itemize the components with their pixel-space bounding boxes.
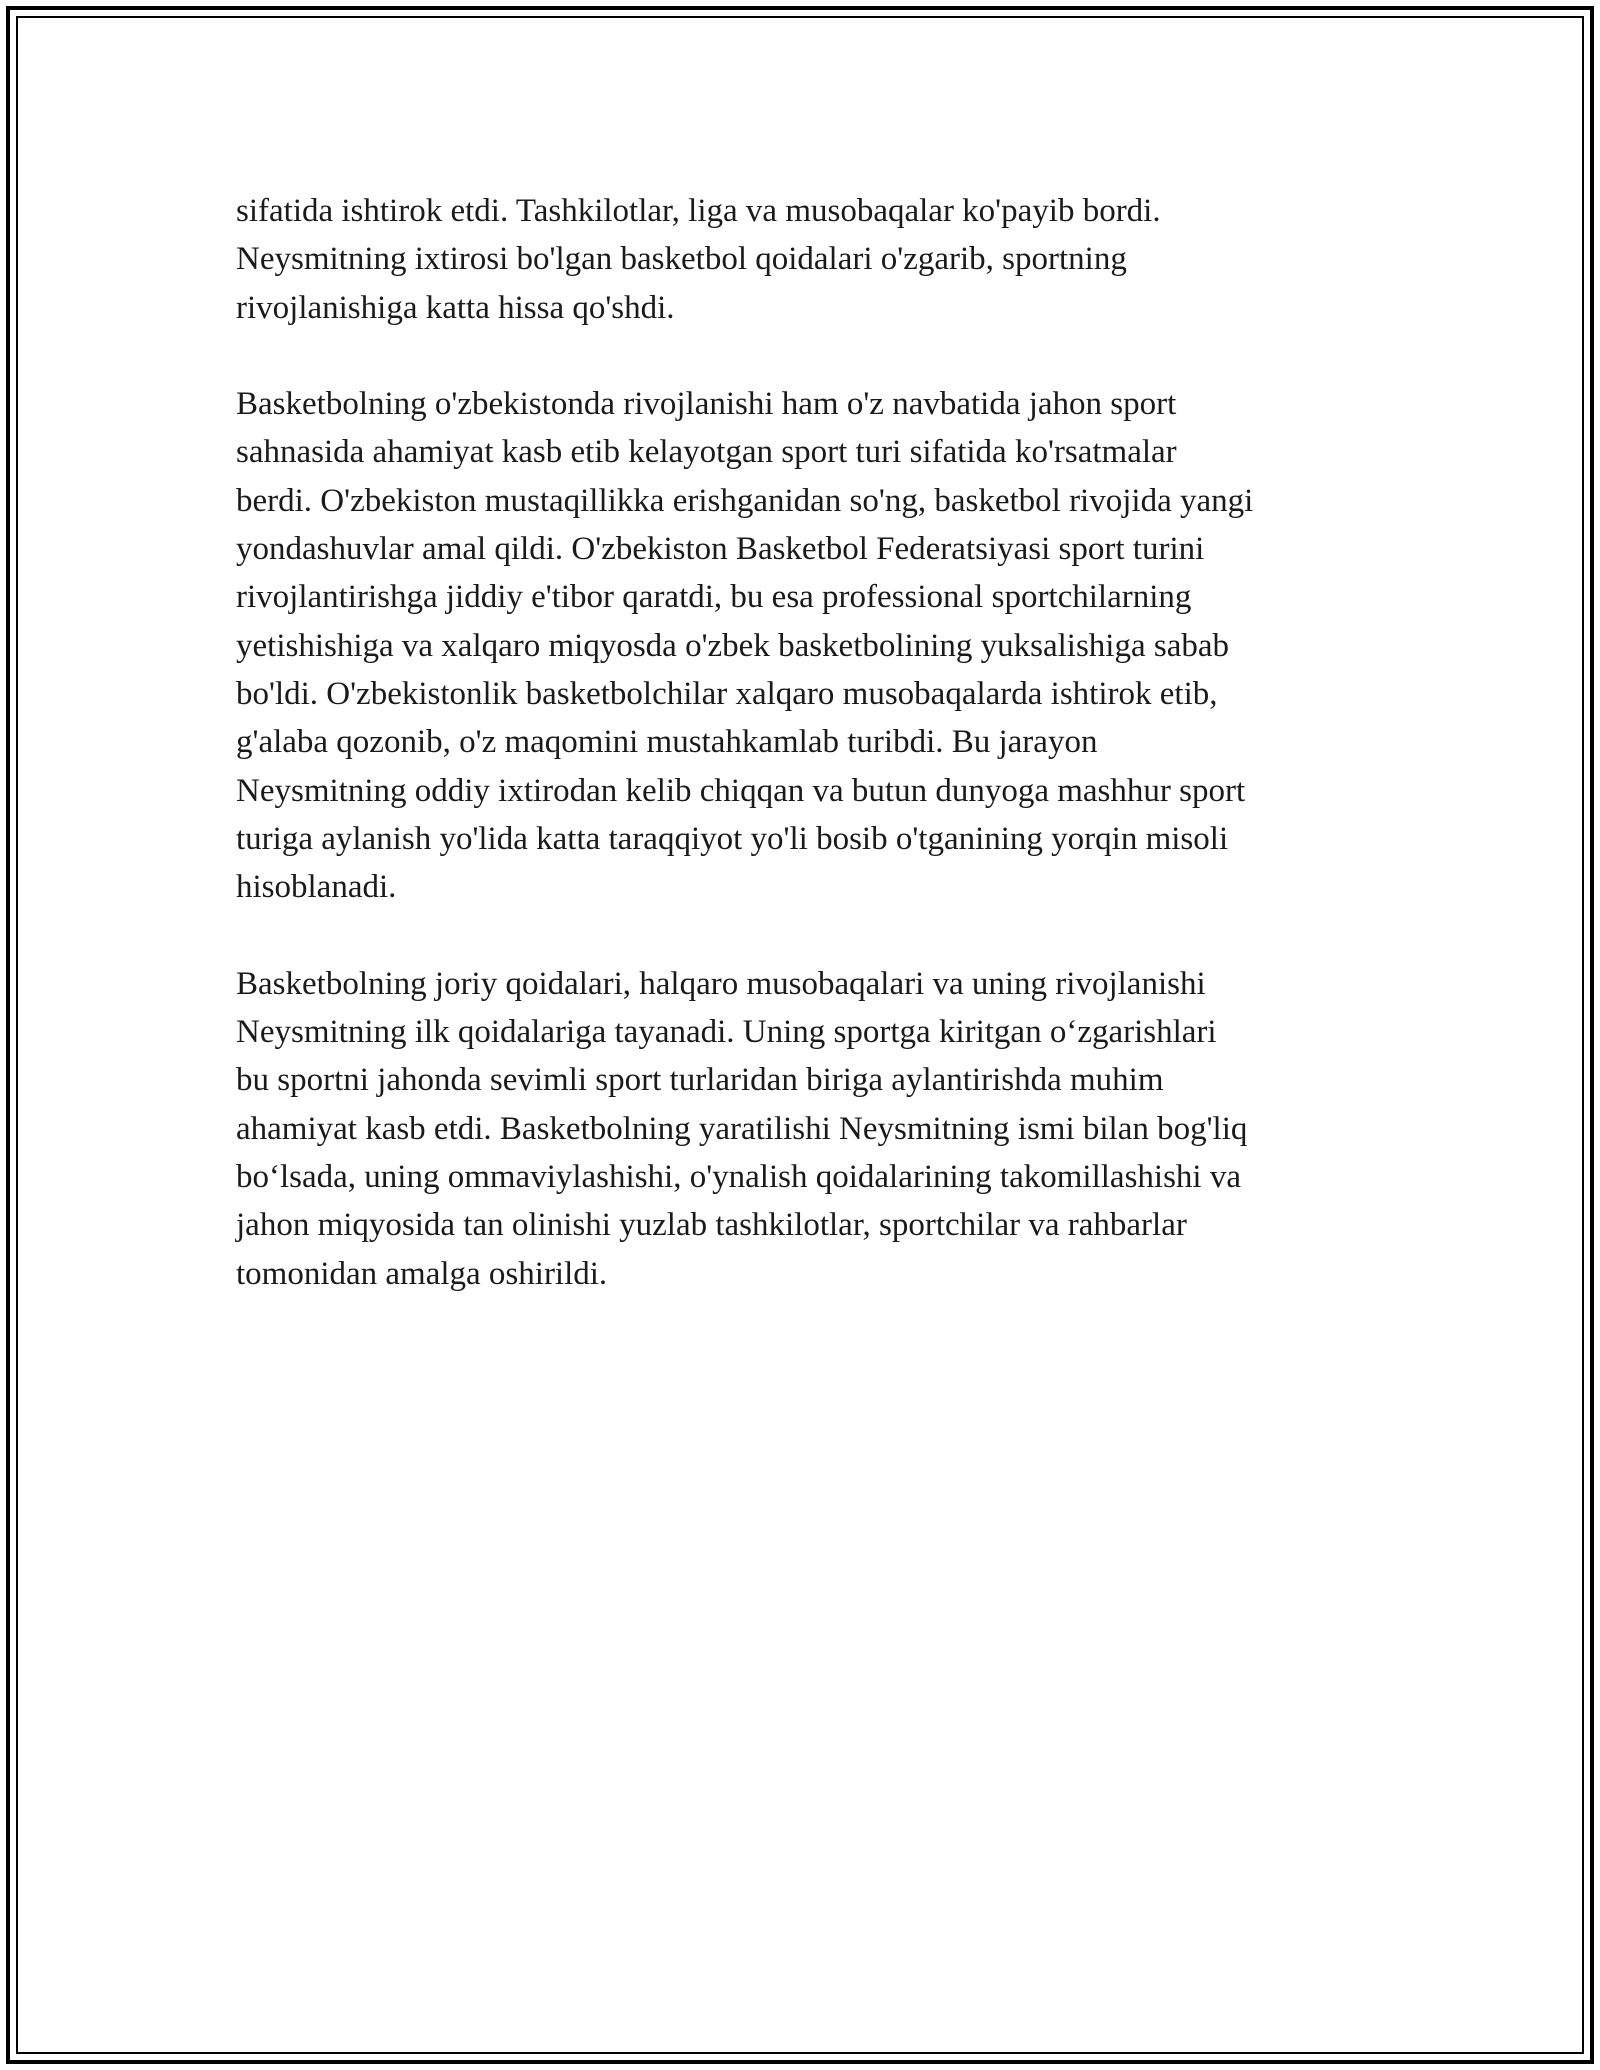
paragraph-3: Basketbolning joriy qoidalari, halqaro musobaqalari va uning rivojlanishi Neysmitning ilk qoidalariga tayanadi. Uning sportga kiritgan o‘zgarishlari bu sportni jahonda sevimli sport turlaridan biriga aylantirishda muhim ahamiyat kasb etdi. Basketbolning yaratilishi Neysmitning ismi bilan bog'liq bo‘lsada, uning ommaviylashishi, o'ynalish qoidalarining takomillashishi va jahon miqyosida tan olinishi yuzlab tashkilotlar, sportchilar va rahbarlar tomonidan amalga oshirildi. <box>236 965 1248 1292</box>
document-body <box>236 187 1376 1346</box>
paragraph-1: sifatida ishtirok etdi. Tashkilotlar, liga va musobaqalar ko'payib bordi. Neysmitning ixtirosi bo'lgan basketbol qoidalari o'zgarib, sportning rivojlanishiga katta hissa qo'shdi. <box>236 193 1161 326</box>
paragraph-2: Basketbolning o'zbekistonda rivojlanishi ham o'z navbatida jahon sport sahnasida ahamiyat kasb etib kelayotgan sport turi sifatida ko'rsatmalar berdi. O'zbekiston mustaqillikka erishganidan so'ng, basketbol rivojida yangi yondashuvlar amal qildi. O'zbekiston Basketbol Federatsiyasi sport turini rivojlantirishga jiddiy e'tibor qaratdi, bu esa professional sportchilarning yetishishiga va xalqaro miqyosda o'zbek basketbolining yuksalishiga sabab bo'ldi. O'zbekistonlik basketbolchilar xalqaro musobaqalarda ishtirok etib, g'alaba qozonib, o'z maqomini mustahkamlab turibdi. Bu jarayon Neysmitning oddiy ixtirodan kelib chiqqan va butun dunyoga mashhur sport turiga aylanish yo'lida katta taraqqiyot yo'li bosib o'tganining yorqin misoli hisoblanadi. <box>236 386 1254 906</box>
